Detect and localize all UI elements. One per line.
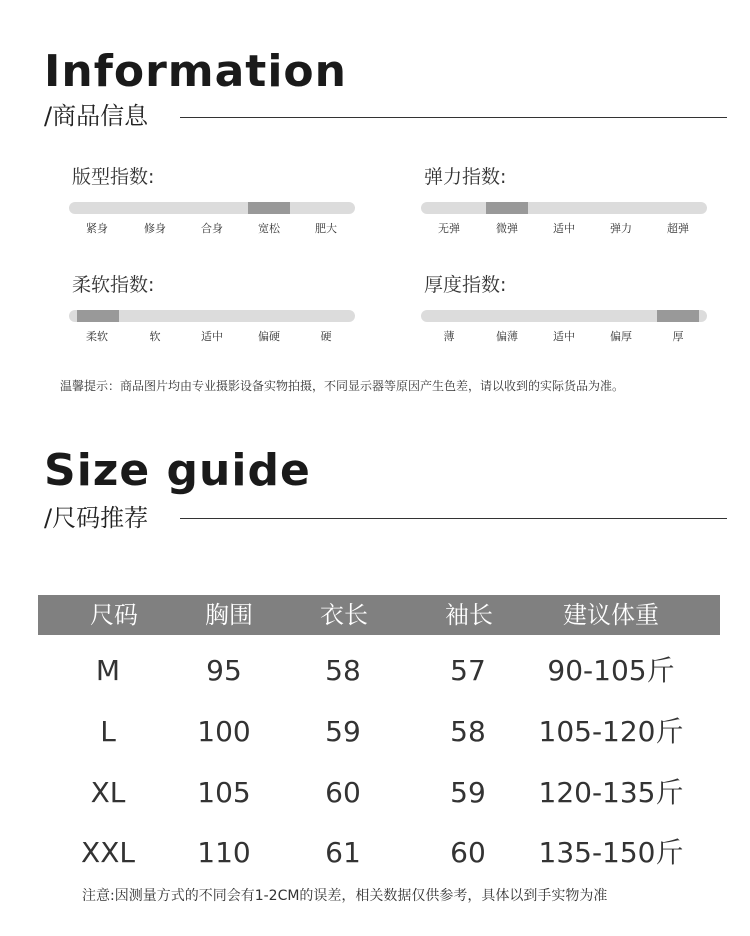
cell-chest: 110	[197, 836, 251, 869]
softness-index-marker	[77, 310, 119, 322]
cell-sleeve: 57	[450, 654, 486, 687]
header-cell-chest: 胸围	[205, 601, 253, 629]
information-title: Information	[44, 46, 347, 97]
elasticity-index-label: 弹力指数:	[424, 166, 507, 188]
table-row	[38, 833, 720, 873]
fit-index-ticks	[69, 221, 355, 237]
thickness-tick: 偏厚	[610, 330, 632, 343]
thickness-tick: 偏薄	[496, 330, 518, 343]
softness-tick: 偏硬	[258, 330, 280, 343]
elasticity-tick: 适中	[553, 222, 575, 235]
fit-tick: 肥大	[315, 222, 337, 235]
softness-index-ticks	[69, 329, 355, 345]
cell-weight: 90-105斤	[547, 654, 675, 687]
cell-weight: 120-135斤	[538, 776, 684, 809]
cell-chest: 95	[206, 654, 242, 687]
size-guide-subtitle: /尺码推荐	[44, 504, 149, 532]
fit-tick: 合身	[201, 222, 223, 235]
fit-index-label: 版型指数:	[72, 166, 155, 188]
softness-tick: 柔软	[86, 330, 108, 343]
cell-size: M	[95, 654, 121, 687]
fit-tick: 紧身	[86, 222, 108, 235]
thickness-index-marker	[657, 310, 699, 322]
thickness-tick: 厚	[672, 330, 684, 343]
elasticity-tick: 超弹	[667, 222, 689, 235]
cell-weight: 105-120斤	[538, 715, 684, 748]
information-subtitle: /商品信息	[44, 102, 149, 130]
size-table-header	[38, 595, 720, 635]
thickness-index-label: 厚度指数:	[424, 274, 507, 296]
cell-sleeve: 60	[450, 836, 486, 869]
cell-length: 61	[325, 836, 361, 869]
cell-chest: 105	[197, 776, 251, 809]
cell-length: 60	[325, 776, 361, 809]
size-guide-title: Size guide	[44, 445, 311, 496]
thickness-index-ticks	[421, 329, 707, 345]
elasticity-index-ticks	[421, 221, 707, 237]
cell-sleeve: 59	[450, 776, 486, 809]
softness-index-track	[69, 310, 355, 322]
cell-chest: 100	[197, 715, 251, 748]
fit-tick: 修身	[144, 222, 166, 235]
table-row	[38, 651, 720, 691]
softness-tick: 适中	[201, 330, 223, 343]
table-row	[38, 773, 720, 813]
cell-length: 58	[325, 654, 361, 687]
header-cell-sleeve: 袖长	[445, 601, 493, 629]
cell-size: L	[100, 715, 116, 748]
cell-size: XL	[90, 776, 126, 809]
fit-tick: 宽松	[258, 222, 280, 235]
header-cell-length: 衣长	[320, 601, 368, 629]
header-cell-weight: 建议体重	[563, 601, 659, 629]
info-notice: 温馨提示：商品图片均由专业摄影设备实物拍摄，不同显示器等原因产生色差，请以收到的实际货品为准。	[60, 379, 625, 393]
elasticity-index-marker	[486, 202, 528, 214]
fit-index-track	[69, 202, 355, 214]
softness-index-label: 柔软指数:	[72, 274, 155, 296]
fit-index-marker	[248, 202, 290, 214]
elasticity-index-track	[421, 202, 707, 214]
cell-size: XXL	[81, 836, 135, 869]
table-row	[38, 712, 720, 752]
softness-tick: 软	[149, 330, 161, 343]
cell-weight: 135-150斤	[538, 836, 684, 869]
elasticity-tick: 弹力	[610, 222, 632, 235]
thickness-tick: 适中	[553, 330, 575, 343]
elasticity-tick: 微弹	[496, 222, 518, 235]
softness-tick: 硬	[320, 330, 332, 343]
information-divider	[180, 117, 727, 118]
elasticity-tick: 无弹	[438, 222, 460, 235]
size-guide-divider	[180, 518, 727, 519]
thickness-tick: 薄	[443, 330, 455, 343]
cell-sleeve: 58	[450, 715, 486, 748]
header-cell-size: 尺码	[90, 601, 138, 629]
thickness-index-track	[421, 310, 707, 322]
size-notice: 注意:因测量方式的不同会有1-2CM的误差，相关数据仅供参考，具体以到手实物为准	[82, 888, 608, 904]
cell-length: 59	[325, 715, 361, 748]
